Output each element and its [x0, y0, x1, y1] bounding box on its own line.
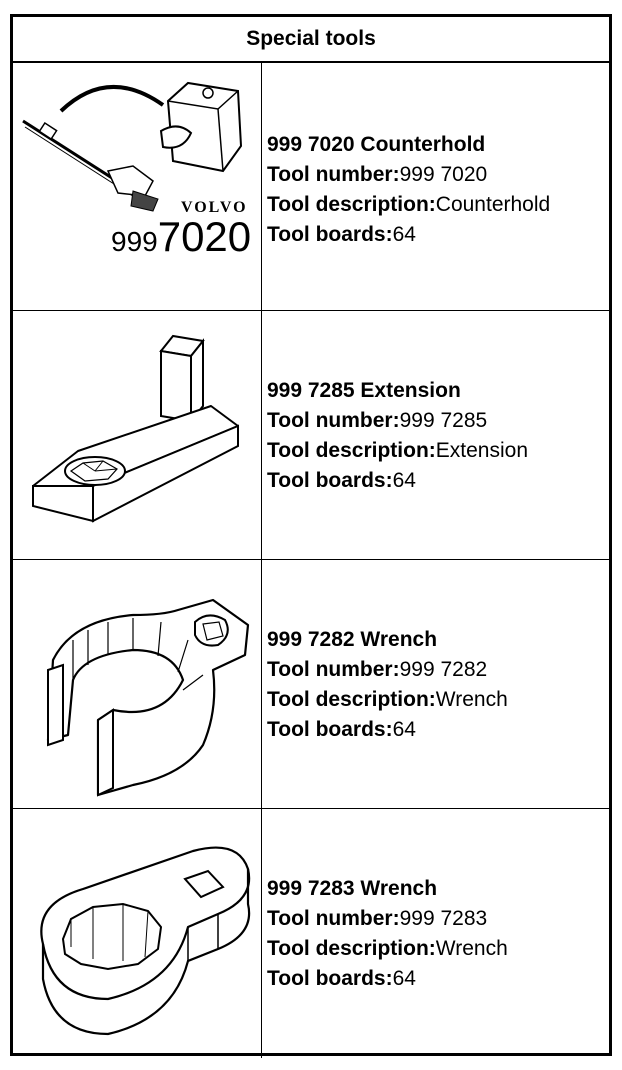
tool-boards-label: Tool boards:	[267, 468, 393, 492]
tool-number-label: Tool number:	[267, 408, 400, 432]
tool-boards-value: 64	[392, 222, 416, 246]
tool-title: 999 7020 Counterhold	[267, 132, 486, 156]
tool-number-label: Tool number:	[267, 657, 400, 681]
tool-boards-line	[267, 220, 609, 250]
tool-title: 999 7285 Extension	[267, 378, 461, 402]
tool-boards-value: 64	[392, 468, 416, 492]
tool-number-label: Tool number:	[267, 906, 400, 930]
tool-description-value: Wrench	[435, 936, 508, 960]
tool-number-line	[267, 904, 609, 934]
tool-number-value: 999 7285	[399, 408, 488, 432]
tool-description-line	[267, 934, 609, 964]
tool-boards-line	[267, 466, 609, 496]
tool-image-cell	[13, 311, 262, 560]
tool-number-value: 999 7020	[399, 162, 488, 186]
tool-image-cell	[13, 61, 262, 310]
tool-boards-label: Tool boards:	[267, 717, 393, 741]
tool-description-value: Counterhold	[435, 192, 551, 216]
tool-description-label: Tool description:	[267, 687, 436, 711]
tool-number-line	[267, 406, 609, 436]
counterhold-illustration	[13, 61, 261, 310]
tool-boards-line	[267, 715, 609, 745]
tool-image-cell	[13, 809, 262, 1058]
tool-info	[267, 809, 609, 1058]
tool-boards-label: Tool boards:	[267, 966, 393, 990]
tool-title: 999 7282 Wrench	[267, 627, 438, 651]
tool-info	[267, 560, 609, 809]
tool-number-value: 999 7283	[399, 906, 488, 930]
tool-info	[267, 61, 609, 310]
tool-boards-value: 64	[392, 966, 416, 990]
tool-image-cell	[13, 560, 262, 809]
tool-number-line	[267, 160, 609, 190]
volvo-brand-mark: VOLVO	[181, 199, 248, 216]
tool-number-value: 999 7282	[399, 657, 488, 681]
ring-wrench-illustration	[13, 809, 261, 1058]
crowfoot-wrench-illustration	[13, 560, 261, 809]
tool-description-line	[267, 685, 609, 715]
tool-description-value: Extension	[435, 438, 529, 462]
table-title: Special tools	[246, 27, 376, 50]
special-tools-table	[10, 14, 612, 1056]
tool-title: 999 7283 Wrench	[267, 876, 438, 900]
tool-number-line	[267, 655, 609, 685]
table-header	[13, 17, 609, 63]
tool-row	[13, 559, 609, 809]
tool-image-number-prefix: 999	[111, 226, 158, 257]
tool-description-value: Wrench	[435, 687, 508, 711]
tool-description-label: Tool description:	[267, 192, 436, 216]
tool-description-label: Tool description:	[267, 438, 436, 462]
tool-boards-value: 64	[392, 717, 416, 741]
tool-description-line	[267, 436, 609, 466]
extension-illustration	[13, 311, 261, 560]
tool-boards-label: Tool boards:	[267, 222, 393, 246]
tool-info	[267, 311, 609, 560]
tool-boards-line	[267, 964, 609, 994]
tool-row	[13, 61, 609, 310]
tool-number-label: Tool number:	[267, 162, 400, 186]
tool-description-line	[267, 190, 609, 220]
tool-description-label: Tool description:	[267, 936, 436, 960]
tool-image-number	[111, 213, 251, 261]
tool-row	[13, 310, 609, 560]
tool-row	[13, 808, 609, 1058]
tool-image-number-suffix: 7020	[157, 213, 252, 260]
